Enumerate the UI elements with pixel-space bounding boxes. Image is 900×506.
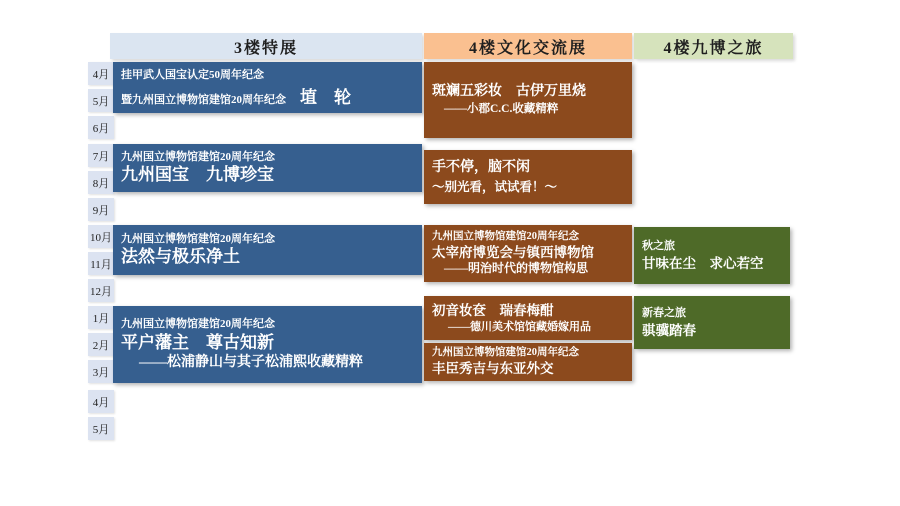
header-floor3-special: 3楼特展 xyxy=(110,33,422,59)
exhibit-title: 手不停，脑不闲 xyxy=(432,159,530,175)
exhibit-subtitle: ——明治时代的博物馆构思 xyxy=(444,261,589,276)
exhibit-title: 法然与极乐净土 xyxy=(121,247,240,267)
exhibit-title: 太宰府博览会与镇西博物馆 xyxy=(432,244,594,260)
cultural-block-dazaifu-expo xyxy=(424,225,632,282)
exhibit-note: 九州国立博物馆建馆20周年纪念 xyxy=(121,318,275,331)
exhibit-title: 初音妆奁 瑞春梅酣 xyxy=(432,303,554,319)
month-cell: 5月 xyxy=(88,89,114,112)
month-cell: 7月 xyxy=(88,144,114,167)
month-cell: 5月 xyxy=(88,417,114,440)
header-floor4-tour: 4楼九博之旅 xyxy=(634,33,793,59)
exhibit-title: 平户藩主 尊古知新 xyxy=(121,332,274,352)
cultural-block-hatsune xyxy=(424,296,632,340)
exhibit-note: 九州国立博物馆建馆20周年纪念 xyxy=(121,232,275,245)
tour-title: 甘味在尘 求心若空 xyxy=(642,255,764,271)
tour-note: 新春之旅 xyxy=(642,306,686,319)
month-cell: 4月 xyxy=(88,62,114,85)
month-cell: 8月 xyxy=(88,171,114,194)
special-block-haniwa xyxy=(113,62,422,113)
exhibit-note: 挂甲武人国宝认定50周年纪念 xyxy=(121,69,264,81)
month-cell: 3月 xyxy=(88,360,114,383)
exhibit-subtitle: ～别光看，试试看！～ xyxy=(432,179,558,194)
month-cell: 2月 xyxy=(88,333,114,356)
exhibit-subtitle: ——德川美术馆馆藏婚嫁用品 xyxy=(448,320,591,333)
cultural-block-handson xyxy=(424,150,632,204)
exhibit-subtitle: ——小郡C.C.收藏精粹 xyxy=(444,102,559,115)
tour-block-autumn xyxy=(634,227,790,284)
month-cell: 4月 xyxy=(88,390,114,413)
exhibit-title: 埴 轮 xyxy=(300,87,351,107)
month-cell: 9月 xyxy=(88,198,114,221)
cultural-block-hideyoshi xyxy=(424,343,632,381)
header-floor4-cultural: 4楼文化交流展 xyxy=(424,33,632,59)
exhibit-note: 九州国立博物馆建馆20周年纪念 xyxy=(432,231,579,243)
month-cell: 1月 xyxy=(88,306,114,329)
exhibit-subtitle: ——松浦静山与其子松浦熙收藏精粹 xyxy=(139,354,363,370)
month-cell: 11月 xyxy=(88,252,114,275)
tour-block-newyear xyxy=(634,296,790,349)
special-block-hirado xyxy=(113,306,422,383)
tour-note: 秋之旅 xyxy=(642,239,675,252)
exhibit-note: 暨九州国立博物馆建馆20周年纪念 xyxy=(121,93,286,106)
month-cell: 12月 xyxy=(88,279,114,302)
special-block-treasures xyxy=(113,144,422,192)
exhibit-note: 九州国立博物馆建馆20周年纪念 xyxy=(432,347,579,359)
special-block-honen xyxy=(113,225,422,275)
tour-title: 骐骥踏春 xyxy=(642,322,696,338)
cultural-block-imari xyxy=(424,62,632,138)
exhibit-note: 九州国立博物馆建馆20周年纪念 xyxy=(121,150,275,163)
exhibit-title: 斑斓五彩妆 古伊万里烧 xyxy=(432,84,586,100)
exhibit-title: 丰臣秀吉与东亚外交 xyxy=(432,361,554,377)
exhibit-title: 九州国宝 九博珍宝 xyxy=(121,165,274,185)
month-cell: 10月 xyxy=(88,225,114,248)
month-cell: 6月 xyxy=(88,116,114,139)
